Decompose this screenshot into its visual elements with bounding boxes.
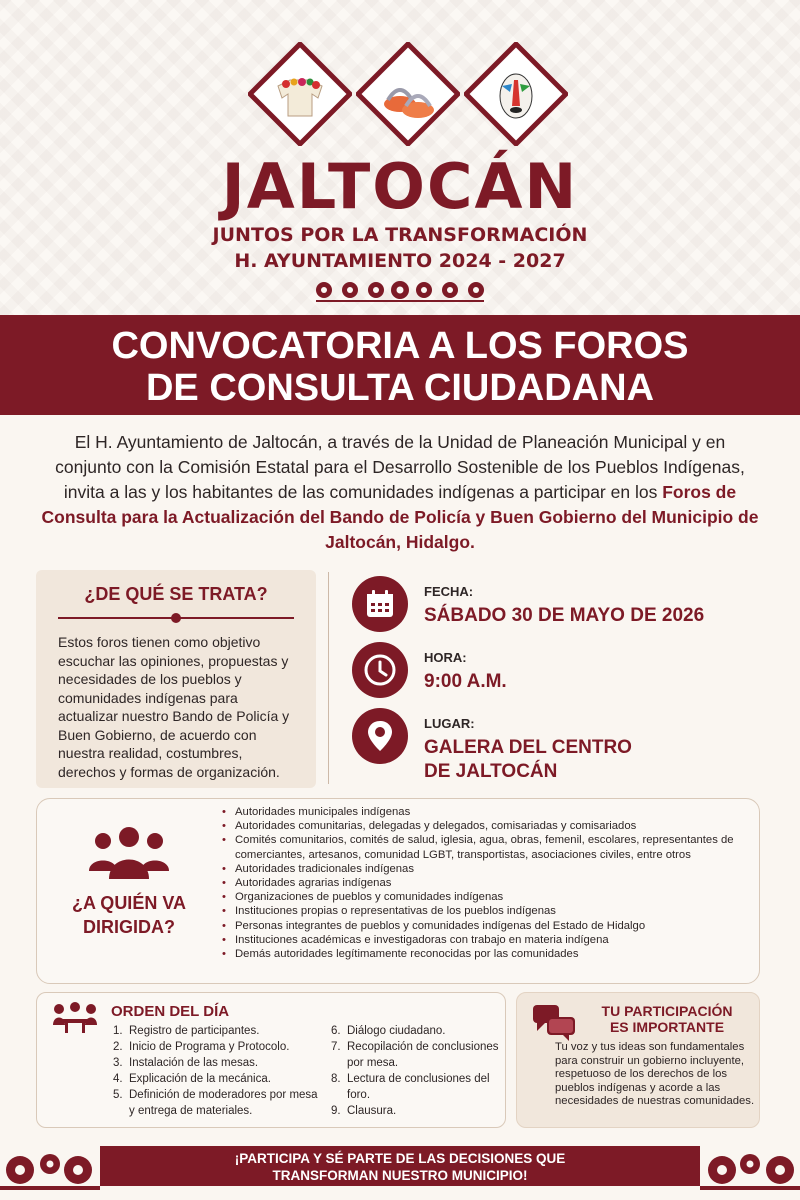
right-ornament-icon <box>700 1140 800 1200</box>
date-label: FECHA: <box>424 584 474 599</box>
list-item: 2. Inicio de Programa y Protocolo. <box>113 1041 290 1053</box>
participation-title-line-1: TU PARTICIPACIÓN <box>601 1003 733 1019</box>
place-line-2: DE JALTOCÁN <box>424 761 558 782</box>
agenda-list-2 <box>331 1023 501 1119</box>
list-item: • Comités comunitarios, comités de salud, iglesia, agua, obras, femenil, escolares, representantes de comerciantes, artesanos, comunidad LGBT, transportistas, asociaciones civiles, entre otros <box>219 833 749 861</box>
list-item: • Personas integrantes de pueblos y comunidades indígenas del Estado de Hidalgo <box>219 919 749 933</box>
agenda-title: ORDEN DEL DÍA <box>111 1003 230 1020</box>
about-title: ¿DE QUÉ SE TRATA? <box>84 584 268 604</box>
audience-list <box>219 805 749 961</box>
left-ornament-icon <box>0 1140 100 1200</box>
sandals-icon <box>356 42 460 146</box>
list-item: • Autoridades tradicionales indígenas <box>219 862 749 876</box>
call-banner <box>0 315 800 415</box>
time-label: HORA: <box>424 650 467 665</box>
vertical-divider <box>328 572 329 784</box>
calendar-icon <box>352 576 408 632</box>
cta-line-1: ¡PARTICIPA Y SÉ PARTE DE LAS DECISIONES QUE <box>234 1151 566 1166</box>
event-date <box>352 576 772 636</box>
time-value: 9:00 A.M. <box>424 671 507 692</box>
meeting-table-icon <box>51 1001 99 1035</box>
list-item: 4. Explicación de la mecánica. <box>113 1073 271 1085</box>
event-place <box>352 708 772 788</box>
about-box <box>36 570 316 788</box>
agenda-box <box>36 992 506 1128</box>
agenda-list-1 <box>113 1023 323 1119</box>
list-item: • Organizaciones de pueblos y comunidades indígenas <box>219 890 749 904</box>
page-title: JALTOCÁN <box>221 150 579 223</box>
audience-title <box>51 891 207 939</box>
participation-title-line-2: ES IMPORTANTE <box>609 1019 725 1035</box>
place-line-1: GALERA DEL CENTRO <box>424 737 632 758</box>
council-period: H. AYUNTAMIENTO 2024 - 2027 <box>234 250 566 272</box>
list-item: 7. Recopilación de conclusiones por mesa. <box>331 1041 499 1069</box>
banner-line-2: DE CONSULTA CIUDADANA <box>145 367 655 409</box>
about-divider <box>58 611 294 625</box>
embroidered-blouse-icon <box>248 42 352 146</box>
page-subtitle: JUNTOS POR LA TRANSFORMACIÓN <box>212 224 588 246</box>
mask-icon <box>464 42 568 146</box>
cta-line-2: TRANSFORMAN NUESTRO MUNICIPIO! <box>272 1168 528 1183</box>
audience-title-line-2: DIRIGIDA? <box>83 917 175 937</box>
clock-icon <box>352 642 408 698</box>
list-item: 1. Registro de participantes. <box>113 1025 260 1037</box>
about-text: Estos foros tienen como objetivo escuchar las opiniones, propuestas y necesidades de los pueblos y comunidades indígenas para actualizar nuestro Bando de Policía y Buen Gobierno, de acuerdo con nuestra realidad, costumbres, derechos y formas de organización. <box>58 634 290 780</box>
list-item: 6. Diálogo ciudadano. <box>331 1025 446 1037</box>
list-item: 3. Instalación de las mesas. <box>113 1057 259 1069</box>
event-time <box>352 642 772 702</box>
place-value <box>424 736 632 784</box>
list-item: • Autoridades comunitarias, delegadas y delegados, comisariadas y comisariados <box>219 819 749 833</box>
participation-title <box>577 1003 757 1035</box>
participation-box <box>516 992 760 1128</box>
audience-box <box>36 798 760 984</box>
date-value: SÁBADO 30 DE MAYO DE 2026 <box>424 605 705 626</box>
audience-title-line-1: ¿A QUIÉN VA <box>71 893 186 913</box>
location-pin-icon <box>352 708 408 764</box>
list-item: 8. Lectura de conclusiones del foro. <box>331 1073 490 1101</box>
banner-line-1: CONVOCATORIA A LOS FOROS <box>111 325 689 367</box>
list-item: • Autoridades municipales indígenas <box>219 805 749 819</box>
speech-bubbles-icon <box>531 1003 577 1041</box>
audience-header <box>37 799 217 985</box>
header-diamonds <box>248 30 568 160</box>
ornament-divider-icon <box>310 278 490 306</box>
intro-highlight: Foros de Consulta para la Actualización del Bando de Policía y Buen Gobierno del Municipio de Jaltocán, Hidalgo. <box>41 482 759 552</box>
place-label: LUGAR: <box>424 716 475 731</box>
intro-paragraph <box>40 430 760 555</box>
list-item: • Instituciones propias o representativas de los pueblos indígenas <box>219 904 749 918</box>
call-to-action-banner <box>100 1146 700 1186</box>
list-item: • Instituciones académicas e investigadoras con trabajo en materia indígena <box>219 933 749 947</box>
list-item: • Demás autoridades legítimamente reconocidas por las comunidades <box>219 947 749 961</box>
list-item: 5. Definición de moderadores por mesa y entrega de materiales. <box>113 1089 318 1117</box>
participation-text: Tu voz y tus ideas son fundamentales para construir un gobierno incluyente, respetuoso de los derechos de los pueblos indígenas y acorde a las necesidades de nuestras comunidades. <box>555 1041 755 1107</box>
list-item: • Autoridades agrarias indígenas <box>219 876 749 890</box>
people-group-icon <box>87 827 171 883</box>
header <box>0 0 800 315</box>
list-item: 9. Clausura. <box>331 1105 397 1117</box>
intro-text: El H. Ayuntamiento de Jaltocán, a través de la Unidad de Planeación Municipal y en conjunto con la Comisión Estatal para el Desarrollo Sostenible de los Pueblos Indígenas, invita a las y los habitantes de las comunidades indígenas a participar en los <box>55 432 745 502</box>
